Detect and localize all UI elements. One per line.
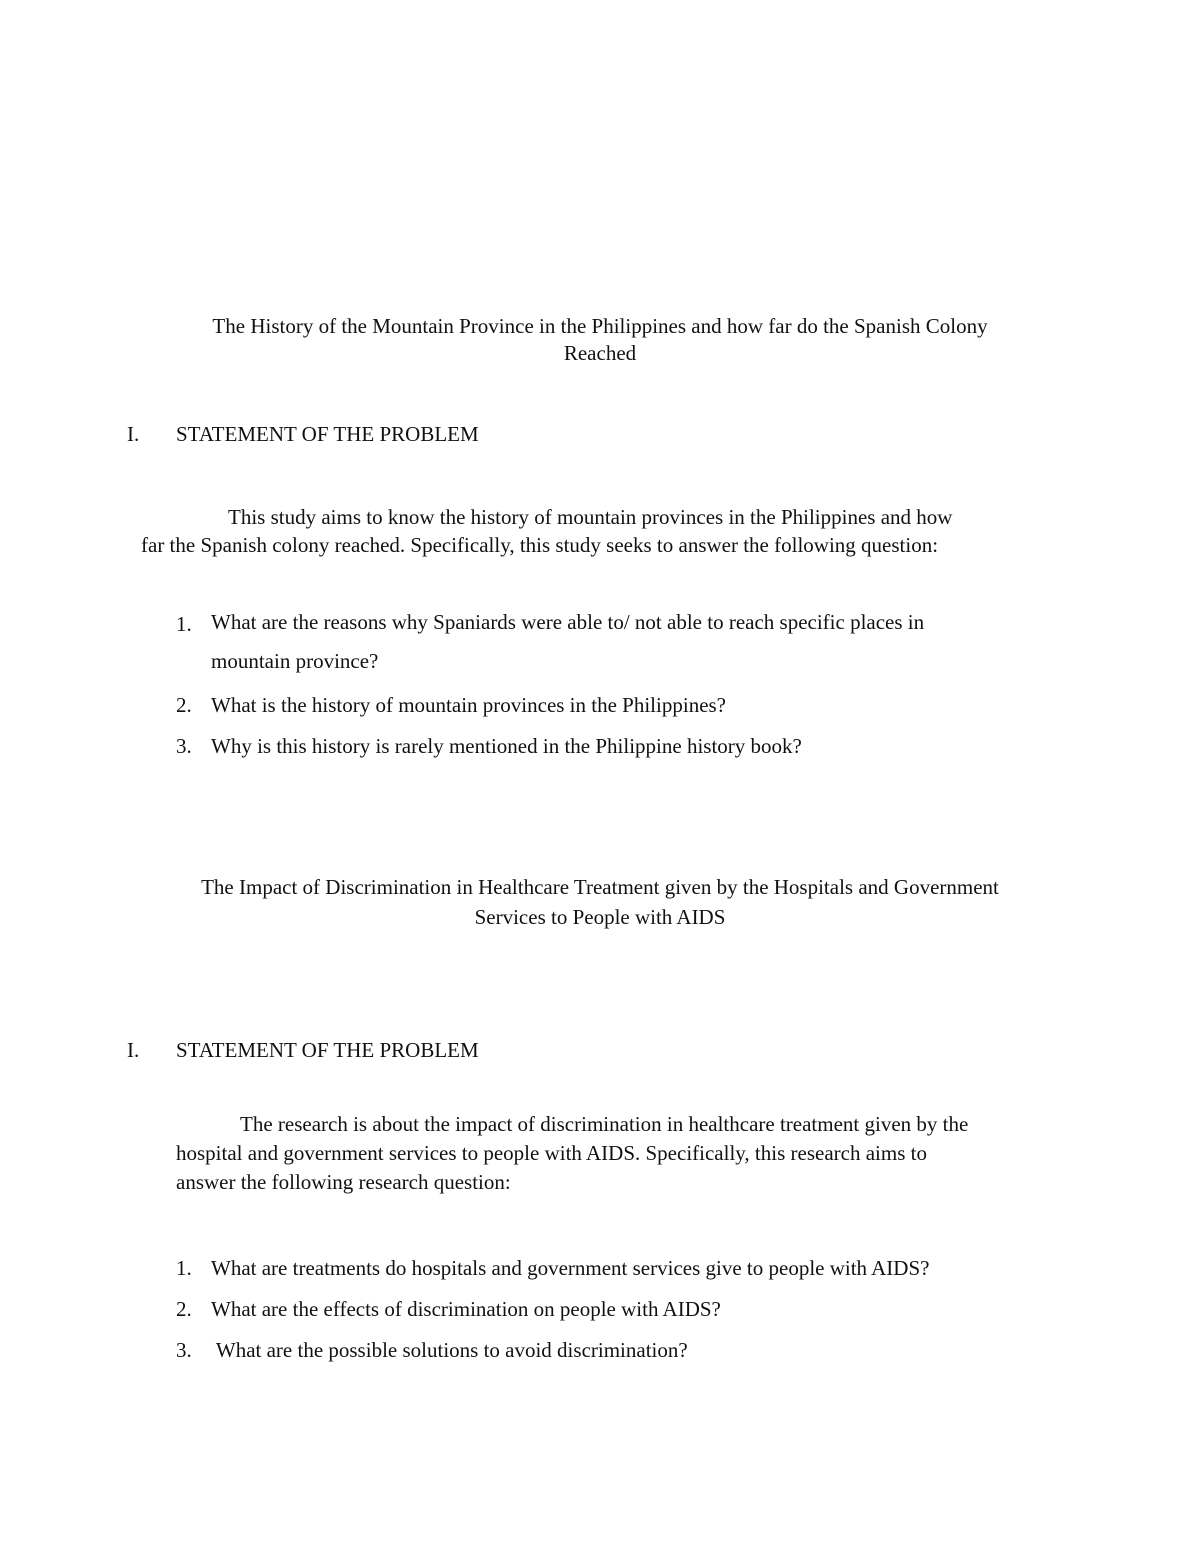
section-1-paragraph-line-1: This study aims to know the history of mountain provinces in the Philippines and how: [228, 505, 953, 529]
section-2-paragraph-line-2: hospital and government services to people with AIDS. Specifically, this research aims to: [176, 1141, 927, 1165]
section-2-paragraph: [176, 1110, 968, 1197]
question-number: 1.: [176, 612, 192, 636]
section-2-paragraph-line-3: answer the following research question:: [176, 1170, 511, 1194]
section-2-title-line-2: Services to People with AIDS: [474, 905, 726, 929]
question-number: 2.: [176, 1297, 192, 1321]
section-1-paragraph: [141, 503, 952, 559]
section-1-paragraph-line-2: far the Spanish colony reached. Specifically, this study seeks to answer the following question:: [141, 533, 939, 557]
section-2-heading-text: STATEMENT OF THE PROBLEM: [176, 1038, 479, 1062]
question-number: 2.: [176, 693, 192, 717]
section-1-title-line-2: Reached: [563, 341, 637, 365]
question-text-line-2: mountain province?: [211, 649, 379, 673]
section-2-heading: [127, 1038, 479, 1063]
section-1-title-line-1: The History of the Mountain Province in the Philippines and how far do the Spanish Colony: [212, 314, 988, 338]
question-text: What are treatments do hospitals and government services give to people with AIDS?: [211, 1256, 930, 1280]
section-1-heading: [127, 422, 479, 447]
question-number: 1.: [176, 1256, 192, 1280]
section-1-heading-text: STATEMENT OF THE PROBLEM: [176, 422, 479, 446]
question-text: What are the effects of discrimination on people with AIDS?: [211, 1297, 721, 1321]
question-number: 3.: [176, 734, 192, 758]
section-2-heading-number: I.: [127, 1038, 140, 1062]
section-2-paragraph-line-1: The research is about the impact of discrimination in healthcare treatment given by the: [240, 1112, 969, 1136]
section-2-title: [130, 872, 1070, 932]
question-number: 3.: [176, 1338, 192, 1362]
question-text: What is the history of mountain provinces in the Philippines?: [211, 693, 727, 717]
section-1-title: [130, 313, 1070, 367]
section-1-heading-number: I.: [127, 422, 140, 446]
question-text-line-1: What are the reasons why Spaniards were able to/ not able to reach specific places in: [211, 610, 925, 634]
question-text: [211, 612, 924, 681]
section-2-title-line-1: The Impact of Discrimination in Healthcare Treatment given by the Hospitals and Government: [201, 875, 999, 899]
question-text: Why is this history is rarely mentioned in the Philippine history book?: [211, 734, 802, 758]
question-text: What are the possible solutions to avoid discrimination?: [211, 1338, 688, 1362]
